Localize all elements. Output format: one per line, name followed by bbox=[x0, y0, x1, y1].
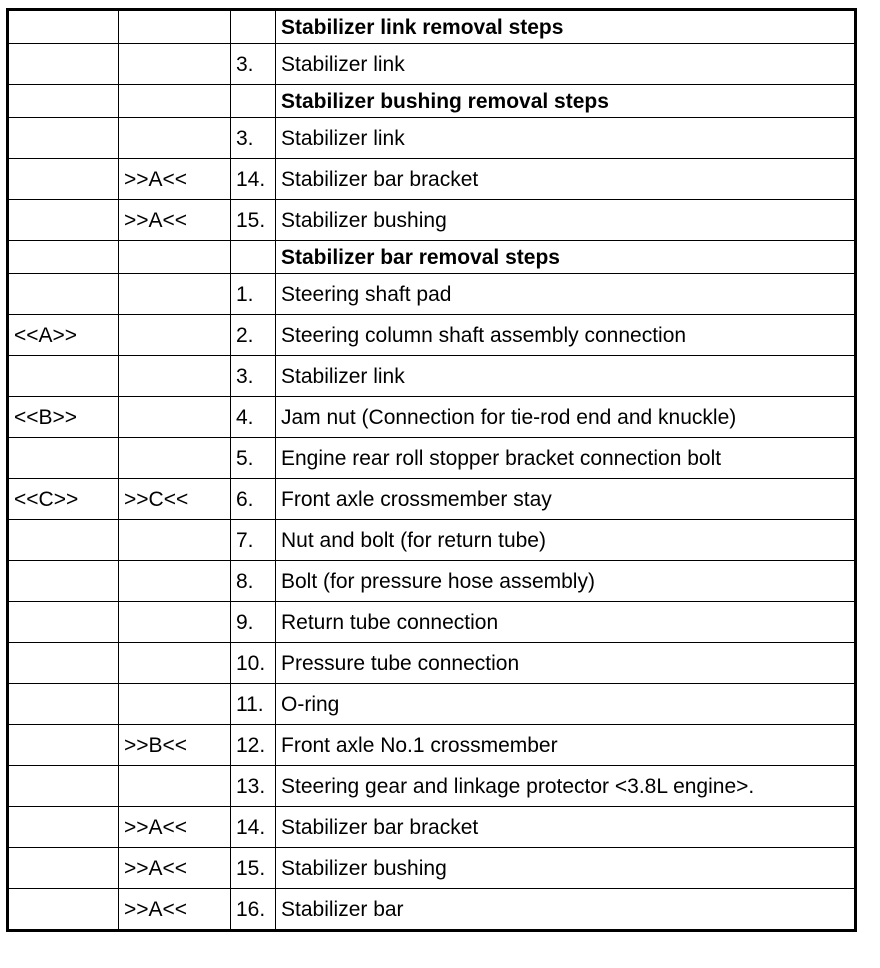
installation-note-cell bbox=[119, 766, 231, 807]
table-row bbox=[8, 520, 856, 561]
removal-note-cell bbox=[8, 766, 119, 807]
step-name-cell: Bolt (for pressure hose assembly) bbox=[276, 561, 856, 602]
table-row bbox=[8, 397, 856, 438]
removal-note-cell bbox=[8, 356, 119, 397]
installation-note-cell bbox=[119, 356, 231, 397]
installation-note-cell bbox=[119, 561, 231, 602]
table-row bbox=[8, 274, 856, 315]
step-name-cell: Engine rear roll stopper bracket connection bolt bbox=[276, 438, 856, 479]
step-number-cell: 15. bbox=[231, 848, 276, 889]
step-name-cell: Jam nut (Connection for tie-rod end and knuckle) bbox=[276, 397, 856, 438]
step-name-cell: Stabilizer bar bbox=[276, 889, 856, 931]
step-number-cell bbox=[231, 85, 276, 118]
installation-note-cell: >>A<< bbox=[119, 848, 231, 889]
installation-note-cell: >>C<< bbox=[119, 479, 231, 520]
step-name-cell: Pressure tube connection bbox=[276, 643, 856, 684]
table-row bbox=[8, 356, 856, 397]
step-name-cell: Stabilizer link bbox=[276, 118, 856, 159]
table-row bbox=[8, 438, 856, 479]
table-row bbox=[8, 889, 856, 931]
removal-note-cell bbox=[8, 684, 119, 725]
installation-note-cell: >>A<< bbox=[119, 889, 231, 931]
table-row bbox=[8, 315, 856, 356]
removal-note-cell bbox=[8, 85, 119, 118]
section-heading: Stabilizer bushing removal steps bbox=[276, 85, 856, 118]
step-number-cell bbox=[231, 241, 276, 274]
step-name-cell: Stabilizer link bbox=[276, 44, 856, 85]
installation-note-cell bbox=[119, 684, 231, 725]
table-row bbox=[8, 118, 856, 159]
installation-note-cell bbox=[119, 118, 231, 159]
step-number-cell: 1. bbox=[231, 274, 276, 315]
removal-note-cell bbox=[8, 561, 119, 602]
removal-note-cell: <<A>> bbox=[8, 315, 119, 356]
step-number-cell: 2. bbox=[231, 315, 276, 356]
installation-note-cell bbox=[119, 241, 231, 274]
step-number-cell: 9. bbox=[231, 602, 276, 643]
table-row bbox=[8, 684, 856, 725]
removal-note-cell: <<B>> bbox=[8, 397, 119, 438]
removal-note-cell: <<C>> bbox=[8, 479, 119, 520]
table-row bbox=[8, 643, 856, 684]
step-number-cell: 14. bbox=[231, 159, 276, 200]
step-number-cell: 3. bbox=[231, 118, 276, 159]
section-heading-row bbox=[8, 241, 856, 274]
installation-note-cell: >>A<< bbox=[119, 159, 231, 200]
section-heading: Stabilizer link removal steps bbox=[276, 10, 856, 44]
removal-note-cell bbox=[8, 274, 119, 315]
table-row bbox=[8, 807, 856, 848]
step-name-cell: Steering shaft pad bbox=[276, 274, 856, 315]
installation-note-cell bbox=[119, 438, 231, 479]
removal-note-cell bbox=[8, 807, 119, 848]
step-name-cell: Nut and bolt (for return tube) bbox=[276, 520, 856, 561]
procedure-table bbox=[6, 8, 857, 932]
installation-note-cell bbox=[119, 10, 231, 44]
installation-note-cell bbox=[119, 520, 231, 561]
step-number-cell: 6. bbox=[231, 479, 276, 520]
installation-note-cell bbox=[119, 85, 231, 118]
step-number-cell: 3. bbox=[231, 44, 276, 85]
step-name-cell: O-ring bbox=[276, 684, 856, 725]
removal-note-cell bbox=[8, 10, 119, 44]
step-number-cell: 3. bbox=[231, 356, 276, 397]
installation-note-cell bbox=[119, 397, 231, 438]
step-number-cell: 4. bbox=[231, 397, 276, 438]
step-number-cell: 5. bbox=[231, 438, 276, 479]
installation-note-cell bbox=[119, 315, 231, 356]
step-number-cell: 13. bbox=[231, 766, 276, 807]
table-row bbox=[8, 848, 856, 889]
step-name-cell: Steering column shaft assembly connection bbox=[276, 315, 856, 356]
removal-note-cell bbox=[8, 643, 119, 684]
installation-note-cell bbox=[119, 643, 231, 684]
removal-note-cell bbox=[8, 241, 119, 274]
table-row bbox=[8, 200, 856, 241]
removal-note-cell bbox=[8, 438, 119, 479]
step-number-cell: 12. bbox=[231, 725, 276, 766]
step-name-cell: Stabilizer bushing bbox=[276, 848, 856, 889]
step-number-cell: 8. bbox=[231, 561, 276, 602]
table-row bbox=[8, 602, 856, 643]
section-heading-row bbox=[8, 10, 856, 44]
step-name-cell: Stabilizer bar bracket bbox=[276, 807, 856, 848]
step-name-cell: Steering gear and linkage protector <3.8L engine>. bbox=[276, 766, 856, 807]
step-number-cell: 10. bbox=[231, 643, 276, 684]
table-row bbox=[8, 159, 856, 200]
procedure-table-body bbox=[8, 10, 856, 931]
step-name-cell: Return tube connection bbox=[276, 602, 856, 643]
table-row bbox=[8, 766, 856, 807]
step-number-cell: 16. bbox=[231, 889, 276, 931]
removal-note-cell bbox=[8, 602, 119, 643]
step-number-cell: 7. bbox=[231, 520, 276, 561]
installation-note-cell: >>B<< bbox=[119, 725, 231, 766]
step-name-cell: Stabilizer bar bracket bbox=[276, 159, 856, 200]
removal-note-cell bbox=[8, 725, 119, 766]
step-number-cell: 15. bbox=[231, 200, 276, 241]
table-row bbox=[8, 44, 856, 85]
removal-note-cell bbox=[8, 848, 119, 889]
removal-note-cell bbox=[8, 200, 119, 241]
installation-note-cell: >>A<< bbox=[119, 200, 231, 241]
step-name-cell: Stabilizer link bbox=[276, 356, 856, 397]
installation-note-cell: >>A<< bbox=[119, 807, 231, 848]
step-number-cell: 14. bbox=[231, 807, 276, 848]
removal-note-cell bbox=[8, 118, 119, 159]
table-row bbox=[8, 479, 856, 520]
installation-note-cell bbox=[119, 44, 231, 85]
removal-note-cell bbox=[8, 520, 119, 561]
step-number-cell: 11. bbox=[231, 684, 276, 725]
removal-note-cell bbox=[8, 889, 119, 931]
removal-note-cell bbox=[8, 159, 119, 200]
installation-note-cell bbox=[119, 602, 231, 643]
section-heading: Stabilizer bar removal steps bbox=[276, 241, 856, 274]
removal-note-cell bbox=[8, 44, 119, 85]
table-row bbox=[8, 561, 856, 602]
step-name-cell: Front axle crossmember stay bbox=[276, 479, 856, 520]
installation-note-cell bbox=[119, 274, 231, 315]
step-name-cell: Stabilizer bushing bbox=[276, 200, 856, 241]
section-heading-row bbox=[8, 85, 856, 118]
table-row bbox=[8, 725, 856, 766]
step-name-cell: Front axle No.1 crossmember bbox=[276, 725, 856, 766]
step-number-cell bbox=[231, 10, 276, 44]
